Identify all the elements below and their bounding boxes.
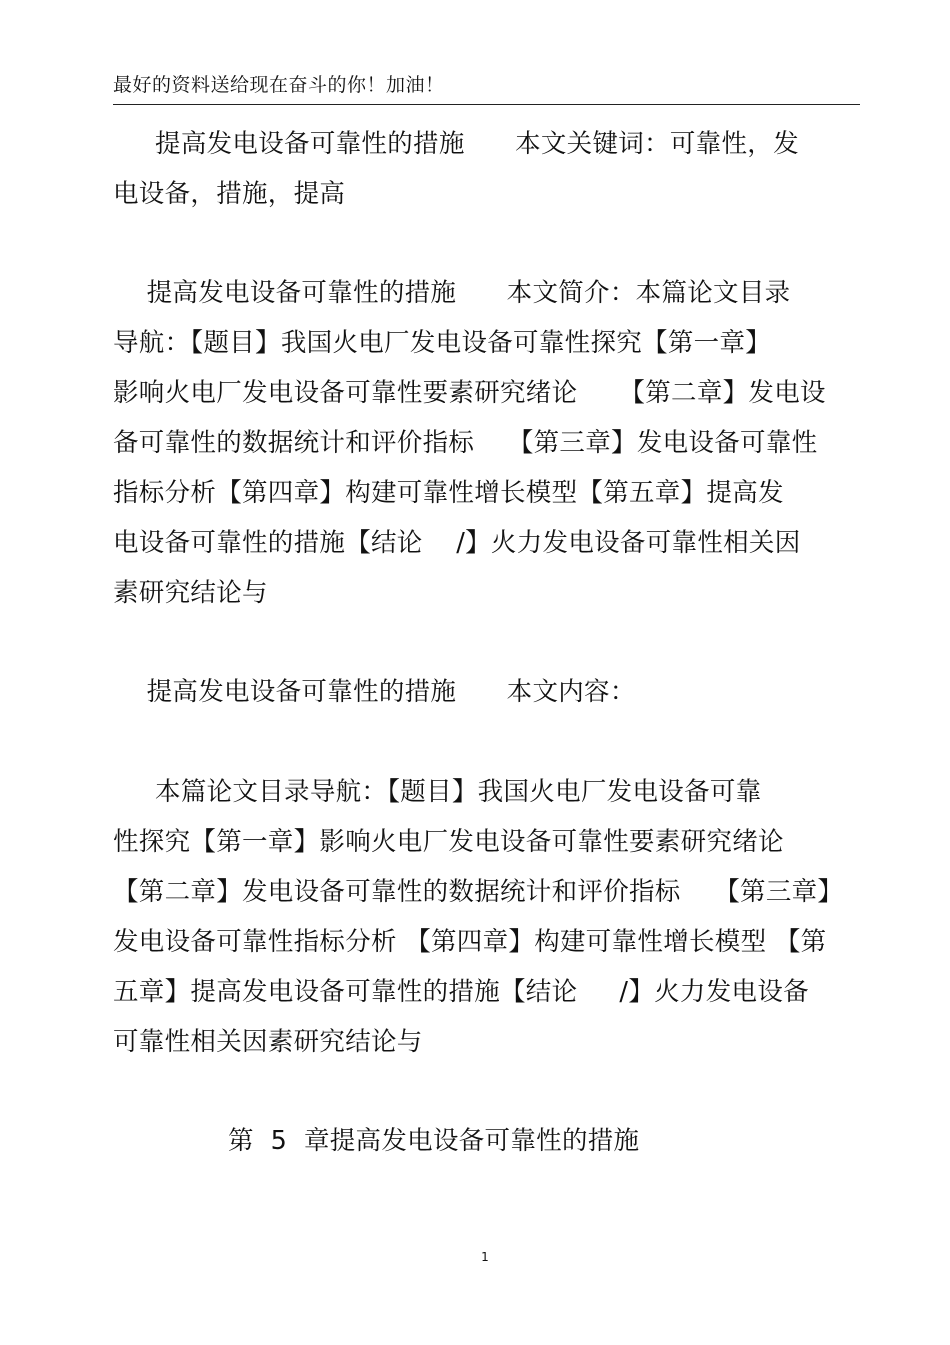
text-line: 指标分析【第四章】构建可靠性增长模型【第五章】提高发 — [113, 478, 784, 508]
text-line: 五章】提高发电设备可靠性的措施【结论 /】火力发电设备 — [113, 977, 809, 1007]
text-line: 【第二章】发电设备可靠性的数据统计和评价指标 【第三章】 — [113, 877, 844, 907]
text-line: 可靠性相关因素研究结论与 — [113, 1027, 423, 1057]
text-line: 素研究结论与 — [113, 578, 268, 608]
text-line: 备可靠性的数据统计和评价指标 【第三章】发电设备可靠性 — [113, 428, 818, 458]
keywords-paragraph — [113, 119, 853, 219]
content-intro-paragraph — [113, 667, 853, 717]
text-line: 提高发电设备可靠性的措施 本文关键词：可靠性，发 — [113, 129, 799, 159]
text-line: 影响火电厂发电设备可靠性要素研究绪论 【第二章】发电设 — [113, 378, 826, 408]
text-line: 提高发电设备可靠性的措施 本文内容： — [113, 677, 636, 707]
text-line: 电设备可靠性的措施【结论 /】火力发电设备可靠性相关因 — [113, 528, 801, 558]
text-line: 电设备，措施，提高 — [113, 179, 346, 209]
text-line: 本篇论文目录导航：【题目】我国火电厂发电设备可靠 — [113, 777, 762, 807]
table-of-contents-paragraph — [113, 767, 853, 1067]
text-line: 导航：【题目】我国火电厂发电设备可靠性探究【第一章】 — [113, 328, 772, 358]
summary-paragraph — [113, 268, 853, 618]
page-number: 1 — [481, 1250, 489, 1264]
header-divider — [113, 104, 860, 105]
text-line: 发电设备可靠性指标分析 【第四章】构建可靠性增长模型 【第 — [113, 927, 827, 957]
text-line: 性探究【第一章】影响火电厂发电设备可靠性要素研究绪论 — [113, 827, 784, 857]
page-header: 最好的资料送给现在奋斗的你！加油！ — [113, 74, 445, 96]
chapter-heading: 第 5 章提高发电设备可靠性的措施 — [228, 1126, 640, 1156]
text-line: 提高发电设备可靠性的措施 本文简介：本篇论文目录 — [113, 278, 791, 308]
